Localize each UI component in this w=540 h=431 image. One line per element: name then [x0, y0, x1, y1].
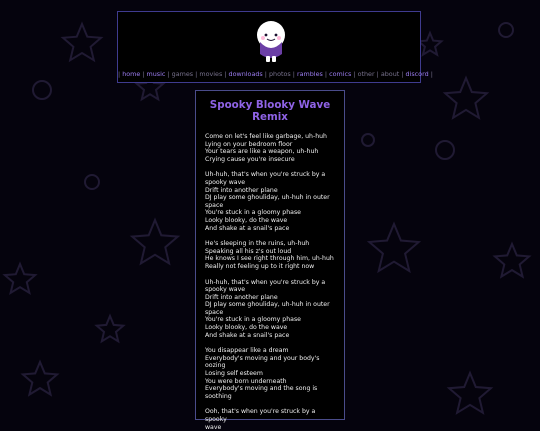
lyrics-stanza [205, 279, 338, 340]
nav-separator: | [140, 70, 147, 78]
lyrics-line: Crying cause you're insecure [205, 155, 295, 163]
nav-link-other[interactable]: other [357, 70, 375, 78]
lyrics-line: spooky wave [205, 178, 246, 186]
lyrics-line: And shake at a snail's pace [205, 331, 290, 339]
lyrics-stanza [205, 408, 338, 431]
nav-separator: | [290, 70, 297, 78]
background-moon-icon [362, 134, 374, 146]
nav-link-rambles[interactable]: rambles [296, 70, 323, 78]
lyrics-line: Looky blooky, do the wave [205, 324, 288, 332]
lyrics-line: Everybody's moving and the song is [205, 385, 318, 393]
lyrics-line: Drift into another plane [205, 186, 278, 194]
lyrics-line: Speaking all his z's out loud [205, 247, 292, 255]
background-star-icon [23, 362, 57, 395]
lyrics-stanza [205, 133, 338, 163]
lyrics-line: Your tears are like a weapon, uh-huh [205, 148, 319, 156]
lyrics-line: Uh-huh, that's when you're struck by a [205, 278, 326, 286]
lyrics-line: oozing [205, 362, 226, 370]
lyrics-line: DJ play some ghouliday, uh-huh in outer [205, 194, 330, 202]
nav-separator: | [193, 70, 200, 78]
nav-link-games[interactable]: games [171, 70, 194, 78]
lyrics-line: Ooh, that's when you're struck by a spooky [205, 408, 316, 423]
nav-separator: | [118, 70, 123, 78]
lyrics-line: space [205, 308, 224, 316]
nav-separator: | [222, 70, 229, 78]
song-title: Spooky Blooky Wave Remix [209, 99, 331, 123]
nav-link-home[interactable]: home [122, 70, 141, 78]
background-star-icon [63, 24, 101, 60]
lyrics-line: You're stuck in a gloomy phase [205, 316, 301, 324]
lyrics-line: Uh-huh, that's when you're struck by a [205, 171, 326, 179]
background-moon-icon [33, 81, 51, 99]
lyrics-line: You disappear like a dream [205, 347, 289, 355]
lyrics-line: Looky blooky, do the wave [205, 216, 288, 224]
lyrics-line: Really not feeling up to it right now [205, 262, 315, 270]
nav-separator: | [165, 70, 172, 78]
lyrics-body [196, 133, 344, 431]
nav-link-music[interactable]: music [146, 70, 166, 78]
nav-link-about[interactable]: about [380, 70, 400, 78]
lyrics-line: DJ play some ghouliday, uh-huh in outer [205, 301, 330, 309]
lyrics-stanza [205, 240, 338, 270]
nav-link-movies[interactable]: movies [199, 70, 223, 78]
lyrics-stanza [205, 171, 338, 232]
nav-separator: | [399, 70, 406, 78]
lyrics-stanza [205, 347, 338, 400]
background-moon-icon [85, 175, 99, 189]
background-star-icon [132, 220, 178, 263]
lyrics-line: Lying on your bedroom floor [205, 140, 293, 148]
nav-separator: | [322, 70, 330, 78]
nav-separator: | [428, 70, 433, 78]
site-header [117, 11, 433, 83]
nav-link-photos[interactable]: photos [268, 70, 291, 78]
nav-separator: | [351, 70, 358, 78]
lyrics-line: wave [205, 423, 222, 431]
lyrics-line: You were born underneath [205, 377, 287, 385]
background-moon-icon [499, 23, 513, 37]
background-star-icon [369, 224, 418, 271]
lyrics-line: spooky wave [205, 286, 246, 294]
lyrics-line: space [205, 201, 224, 209]
background-star-icon [495, 244, 529, 277]
nav-separator: | [374, 70, 381, 78]
nav-link-comics[interactable]: comics [329, 70, 352, 78]
lyrics-line: soothing [205, 392, 232, 400]
lyrics-panel [195, 90, 345, 431]
background-star-icon [419, 33, 442, 55]
lyrics-line: And shake at a snail's pace [205, 224, 290, 232]
lyrics-line: Everybody's moving and your body's [205, 354, 320, 362]
background-star-icon [5, 264, 35, 293]
lyrics-line: Come on let's feel like garbage, uh-huh [205, 133, 327, 140]
lyrics-line: Losing self esteem [205, 370, 263, 378]
nav-separator: | [262, 70, 269, 78]
lyrics-line: He knows I see right through him, uh-huh [205, 255, 334, 263]
background-moon-icon [436, 141, 454, 159]
nav-bar [118, 70, 433, 78]
nav-link-discord[interactable]: discord [405, 70, 429, 78]
background-star-icon [97, 316, 124, 341]
lyrics-line: Drift into another plane [205, 293, 278, 301]
nav-link-downloads[interactable]: downloads [228, 70, 263, 78]
background-star-icon [449, 373, 491, 413]
ghost-mascot-icon [252, 18, 290, 64]
lyrics-line: He's sleeping in the ruins, uh-huh [205, 240, 310, 248]
lyrics-line: You're stuck in a gloomy phase [205, 209, 301, 217]
background-star-icon [445, 78, 487, 118]
